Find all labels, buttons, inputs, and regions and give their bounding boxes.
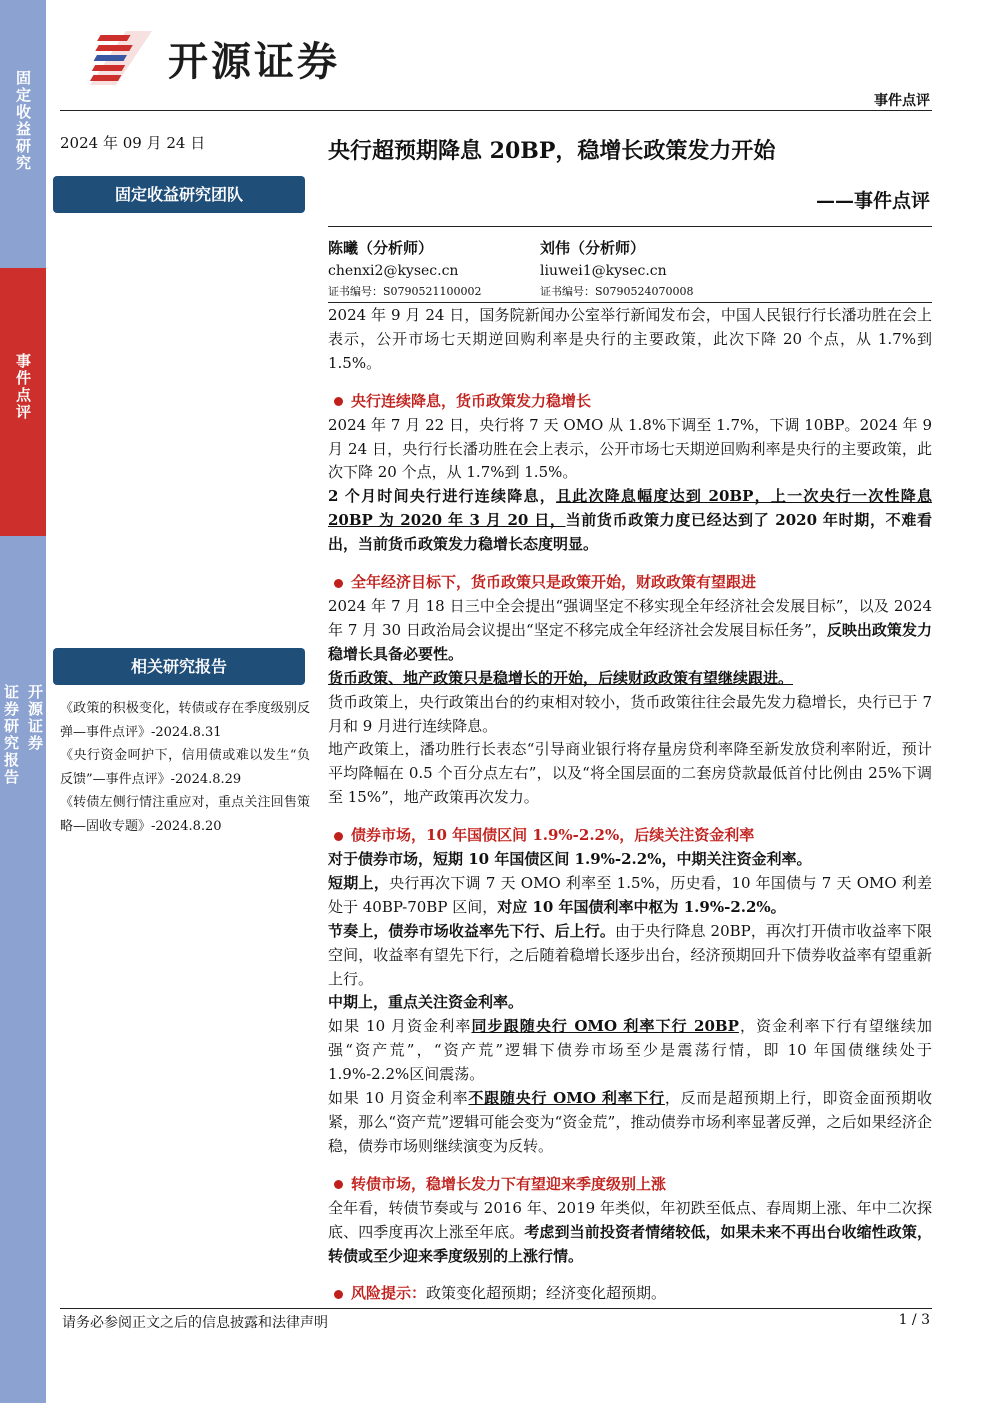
bullet-icon	[334, 579, 343, 588]
paragraph: 2024 年 7 月 22 日，央行将 7 天 OMO 从 1.8%下调至 1.7%，下调 10BP。2024 年 9 月 24 日，央行行长潘功胜在会上表示，公开市场七天期逆回购利率是央行的主要政策，此次下降 20 个点，从 1.7%到 1.5%。	[328, 415, 932, 482]
paragraph	[328, 1087, 932, 1159]
bold-text: 2 个月时间央行进行连续降息，	[328, 487, 556, 506]
paragraph: 货币政策上，央行政策出台的约束相对较小，货币政策往往会最先发力稳增长，央行已于 7 月和 9 月进行连续降息。	[328, 692, 932, 735]
section-title: 转债市场，稳增长发力下有望迎来季度级别上涨	[351, 1174, 667, 1193]
bold-text: 反映出政策发力稳增长具备必要性。	[328, 620, 932, 663]
header-tag: 事件点评	[874, 93, 930, 109]
underlined-text: 不跟随央行 OMO 利率下行	[468, 1089, 665, 1108]
paragraph	[328, 920, 932, 992]
bullet-icon	[334, 1290, 343, 1299]
paragraph: 地产政策上，潘功胜行长表态“引导商业银行将存量房贷利率降至新发放贷利率附近，预计平均降幅在 0.5 个百分点左右”，以及“将全国层面的二套房贷款最低首付比例由 25%下调至 15%”，地产政策再次发力。	[328, 740, 932, 807]
bold-text: 当前货币政策力度已经达到了 2020 年时期，不难看出，当前货币政策发力稳增长态度明显。	[328, 511, 932, 554]
logo-mark-icon	[86, 29, 156, 87]
related-report-item[interactable]: 《政策的积极变化，转债或存在季度级别反弹—事件点评》-2024.8.31	[60, 701, 310, 740]
bold-text: 节奏上，债券市场收益率先下行、后上行。	[328, 921, 616, 940]
sidebar-section-fixed-income	[0, 0, 46, 268]
plain-text: ，反而是超预期上行，即资金面预期收紧，那么“资产荒”逻辑可能会变为“资金荒”，推动债券市场利率显著反弹，之后如果经济企稳，债券市场则继续演变为反转。	[328, 1089, 933, 1155]
sidebar-label-fixed-income: 固定收益研究	[14, 70, 32, 172]
plain-text: 2024 年 7 月 18 日三中全会提出“强调坚定不移实现全年经济社会发展目标”，以及 2024 年 7 月 30 日政治局会议提出“坚定不移完成全年经济社会发展目标任务”，	[328, 596, 932, 639]
company-logo	[86, 28, 340, 88]
author-cert: 证书编号：S0790521100002	[328, 285, 482, 298]
team-box: 固定收益研究团队	[53, 176, 305, 213]
footer-disclaimer: 请务必参阅正文之后的信息披露和法律声明	[62, 1315, 328, 1331]
section-title: 全年经济目标下，货币政策只是政策开始，财政政策有望跟进	[351, 573, 757, 592]
header-divider	[60, 110, 932, 111]
paragraph	[328, 1015, 932, 1087]
related-report-item[interactable]: 《转债左侧行情注重应对，重点关注回售策略—固收专题》-2024.8.20	[60, 795, 310, 834]
bold-text: 对于债券市场，短期 10 年国债区间 1.9%-2.2%，中期关注资金利率。	[328, 850, 812, 869]
plain-text: 全年看，转债节奏或与 2016 年、2019 年类似，年初跌至低点、春周期上涨、年中二次探底、四季度再次上涨至年底。	[328, 1198, 932, 1241]
bold-text: 对应 10 年国债利率中枢为 1.9%-2.2%。	[497, 897, 786, 916]
plain-text: 由于央行降息 20BP，再次打开债市收益率下限空间，收益率有望先下行，之后随着稳增长逐步出台，经济预期回升下债券收益率有望重新上行。	[328, 921, 932, 988]
author-divider	[328, 302, 932, 303]
section-heading	[328, 824, 932, 848]
plain-text: ，资金利率下行有望继续加强“资产荒”，“资产荒”逻辑下债券市场至少是震荡行情，即 10 年国债继续处于 1.9%-2.2%区间震荡。	[328, 1017, 932, 1084]
risk-text: 政策变化超预期；经济变化超预期。	[426, 1284, 667, 1303]
footer-divider	[60, 1308, 932, 1309]
intro-paragraph: 2024 年 9 月 24 日，国务院新闻办公室举行新闻发布会，中国人民银行行长潘功胜在会上表示，公开市场七天期逆回购利率是央行的主要政策，此次下降 20 个点，从 1.7%到 1.5%。	[328, 306, 932, 372]
section-title: 央行连续降息，货币政策发力稳增长	[351, 391, 592, 410]
sidebar-label-report: 证券研究报告	[2, 684, 20, 786]
bold-text: 短期上，	[328, 873, 390, 892]
section-heading	[328, 571, 932, 595]
paragraph	[328, 991, 932, 1015]
paragraph	[328, 1197, 932, 1269]
underlined-text: 货币政策、地产政策只是稳增长的开始，后续财政政策有望继续跟进。	[328, 668, 794, 687]
underlined-text: 同步跟随央行 OMO 利率下行 20BP	[471, 1017, 739, 1036]
sidebar-section-event-review	[0, 268, 46, 536]
plain-text: 如果 10 月资金利率	[328, 1089, 469, 1108]
related-reports-list	[60, 697, 310, 838]
author-email[interactable]: chenxi2@kysec.cn	[328, 263, 459, 279]
author-email[interactable]: liuwei1@kysec.cn	[540, 263, 667, 279]
paragraph	[328, 848, 932, 872]
related-reports-heading: 相关研究报告	[53, 648, 305, 685]
paragraph	[328, 485, 932, 557]
page-subtitle: ——事件点评	[815, 190, 930, 212]
bullet-icon	[334, 397, 343, 406]
sidebar-label-brand: 开源证券	[26, 684, 44, 752]
plain-text: 央行再次下调 7 天 OMO 利率至 1.5%，历史看，10 年国债与 7 天 OMO 利差处于 40BP-70BP 区间，	[328, 873, 932, 916]
section-heading	[328, 390, 932, 414]
author-name: 刘伟（分析师）	[540, 239, 646, 257]
author-name: 陈曦（分析师）	[328, 239, 434, 257]
author-block	[540, 236, 694, 302]
risk-note	[328, 1282, 932, 1306]
report-date: 2024 年 09 月 24 日	[60, 134, 206, 152]
plain-text: 如果 10 月资金利率	[328, 1017, 472, 1036]
related-report-item[interactable]: 《央行资金呵护下，信用债或难以发生“负反馈”—事件点评》-2024.8.29	[60, 748, 310, 787]
paragraph	[328, 667, 932, 691]
paragraph	[328, 595, 932, 667]
section-heading	[328, 1173, 932, 1197]
bullet-icon	[334, 832, 343, 841]
risk-label: 风险提示：	[351, 1284, 427, 1303]
paragraph	[328, 872, 932, 920]
section-title: 债券市场，10 年国债区间 1.9%-2.2%，后续关注资金利率	[351, 826, 755, 845]
underlined-text: 且此次降息幅度达到 20BP，上一次央行一次性降息 20BP 为 2020 年 3 月 20 日，	[328, 487, 932, 530]
bold-text: 中期上，重点关注资金利率。	[328, 993, 524, 1012]
bullet-icon	[334, 1180, 343, 1189]
title-divider	[328, 226, 932, 227]
sidebar-label-event-review: 事件点评	[14, 353, 32, 421]
page-title: 央行超预期降息 20BP，稳增长政策发力开始	[328, 138, 776, 164]
logo-text: 开源证券	[168, 38, 340, 85]
author-cert: 证书编号：S0790524070008	[540, 285, 694, 298]
page-number: 1 / 3	[898, 1312, 930, 1328]
sidebar-section-report	[0, 536, 46, 1403]
report-body	[328, 304, 932, 1306]
author-block	[328, 236, 482, 302]
bold-text: 考虑到当前投资者情绪较低，如果未来不再出台收缩性政策，转债或至少迎来季度级别的上涨行情。	[328, 1222, 932, 1265]
